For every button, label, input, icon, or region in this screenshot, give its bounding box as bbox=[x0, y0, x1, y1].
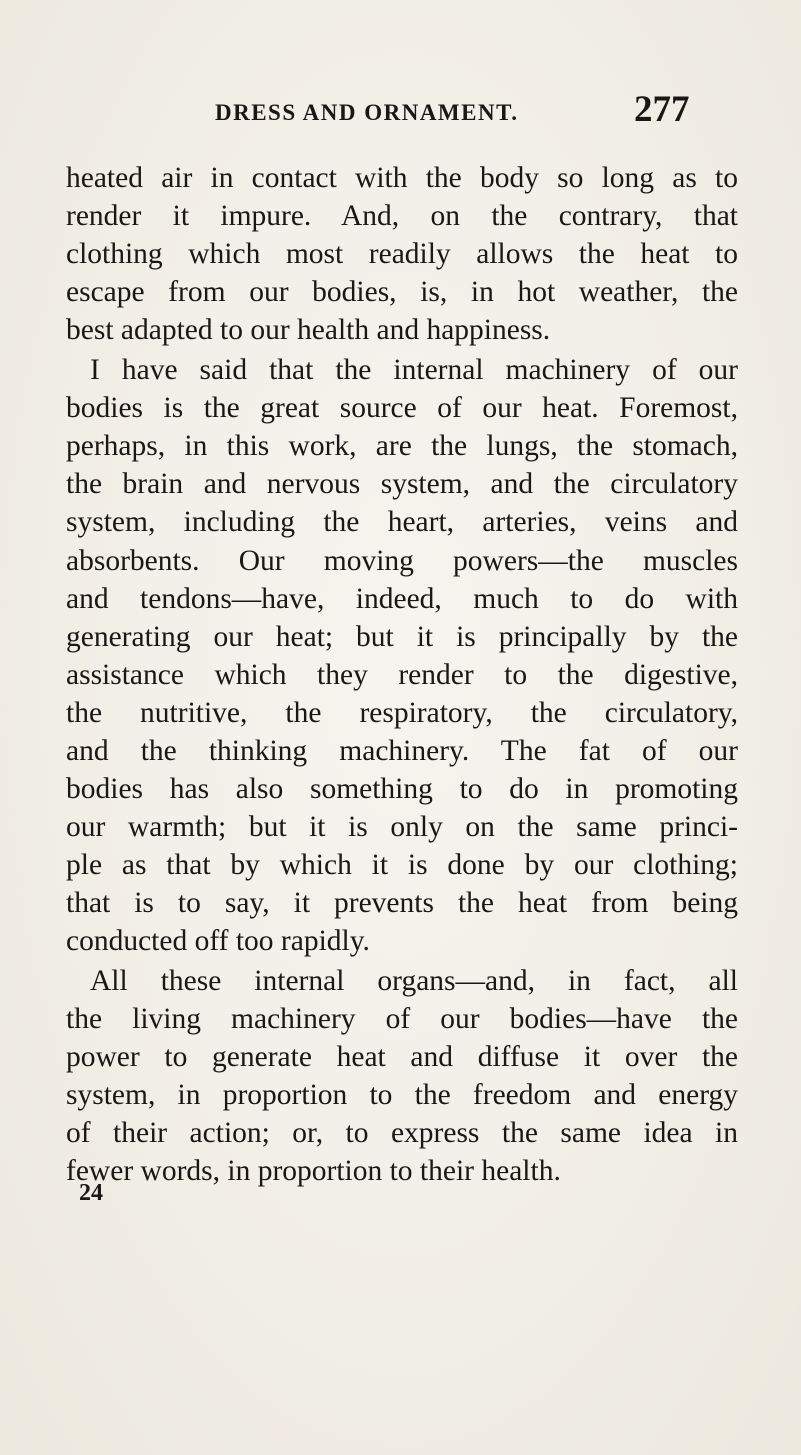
text-line: system, in proportion to the freedom and energy bbox=[66, 1079, 738, 1111]
page-number: 277 bbox=[634, 89, 690, 130]
text-line: the nutritive, the respiratory, the circulatory, bbox=[66, 697, 738, 729]
page-header bbox=[0, 88, 801, 138]
text-line: bodies is the great source of our heat. Foremost, bbox=[66, 392, 738, 424]
text-line: ple as that by which it is done by our clothing; bbox=[66, 849, 738, 881]
text-line: the living machinery of our bodies—have the bbox=[66, 1003, 738, 1035]
text-line: and the thinking machinery. The fat of our bbox=[66, 735, 738, 767]
text-line: heated air in contact with the body so long as to bbox=[66, 162, 738, 194]
text-line: escape from our bodies, is, in hot weather, the bbox=[66, 276, 738, 308]
text-line: fewer words, in proportion to their health. bbox=[66, 1155, 561, 1187]
text-line: clothing which most readily allows the heat to bbox=[66, 238, 738, 270]
running-title: DRESS AND ORNAMENT. bbox=[215, 100, 519, 125]
text-line: best adapted to our health and happiness. bbox=[66, 314, 551, 346]
text-line: absorbents. Our moving powers—the muscles bbox=[66, 545, 738, 577]
text-line: render it impure. And, on the contrary, that bbox=[66, 200, 738, 232]
text-line: the brain and nervous system, and the circulatory bbox=[66, 468, 738, 500]
signature-mark: 24 bbox=[79, 1180, 103, 1206]
text-line: I have said that the internal machinery of our bbox=[90, 354, 738, 386]
text-line: generating our heat; but it is principally by the bbox=[66, 621, 738, 653]
text-line: assistance which they render to the digestive, bbox=[66, 659, 738, 691]
text-line: power to generate heat and diffuse it over the bbox=[66, 1041, 738, 1073]
text-line: of their action; or, to express the same idea in bbox=[66, 1117, 738, 1149]
text-line: our warmth; but it is only on the same princi- bbox=[66, 811, 738, 843]
text-line: that is to say, it prevents the heat from being bbox=[66, 887, 738, 919]
text-line: conducted off too rapidly. bbox=[66, 925, 370, 957]
text-line: All these internal organs—and, in fact, all bbox=[90, 965, 738, 997]
text-line: and tendons—have, indeed, much to do with bbox=[66, 583, 738, 615]
text-line: system, including the heart, arteries, veins and bbox=[66, 506, 738, 538]
text-line: perhaps, in this work, are the lungs, the stomach, bbox=[66, 430, 738, 462]
text-line: bodies has also something to do in promoting bbox=[66, 773, 738, 805]
